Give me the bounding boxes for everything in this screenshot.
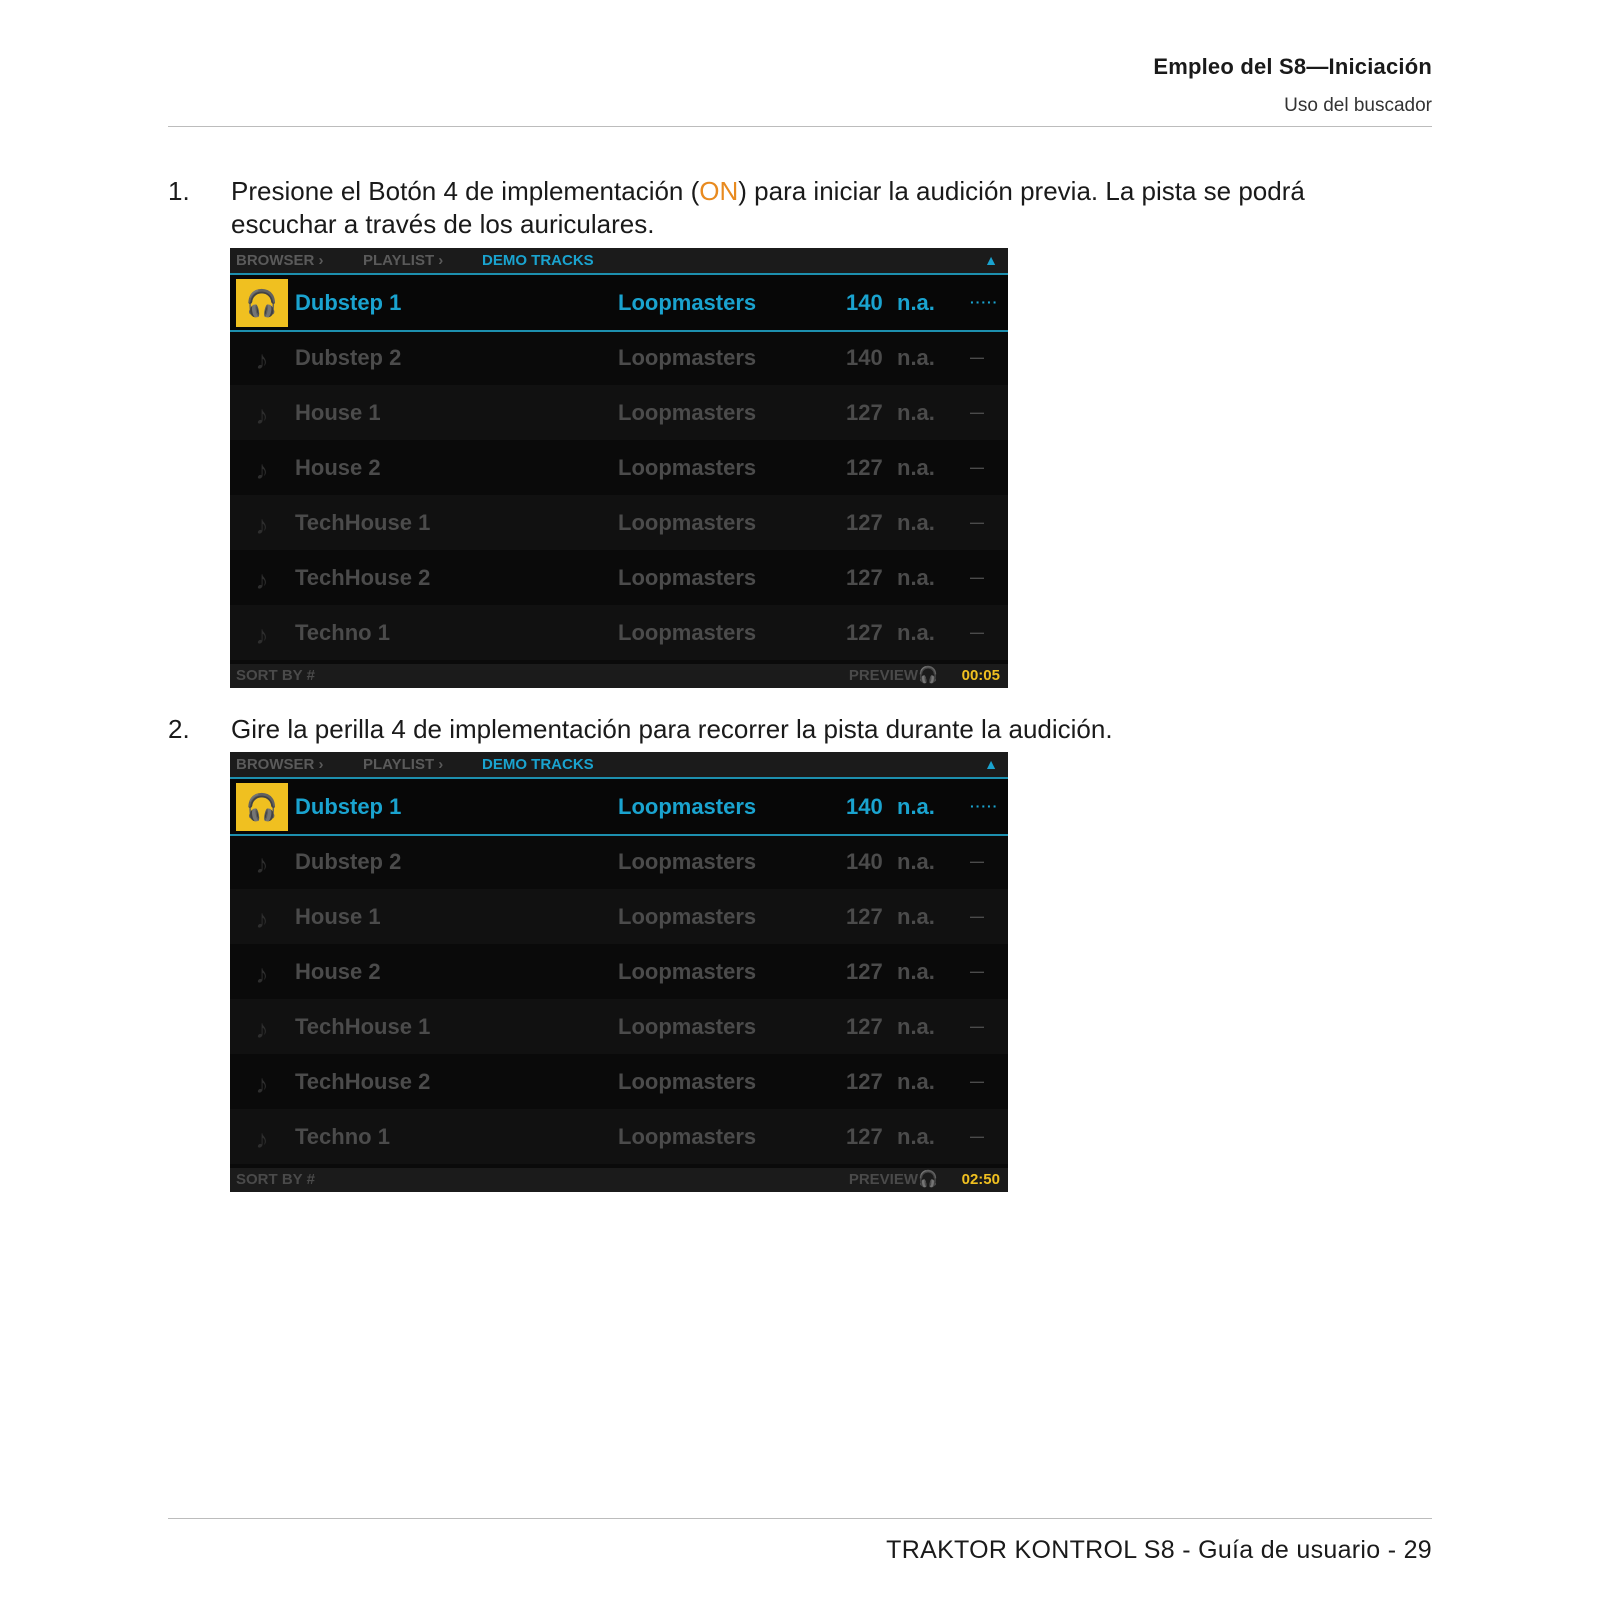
track-bar: ····· xyxy=(970,798,999,814)
track-bpm: 127 xyxy=(846,565,883,590)
track-row[interactable] xyxy=(230,330,1008,385)
footer-divider xyxy=(168,1518,1432,1519)
track-key: n.a. xyxy=(897,400,935,425)
track-row-selected[interactable] xyxy=(230,779,1008,836)
track-title: House 1 xyxy=(295,904,381,929)
track-artist: Loopmasters xyxy=(618,345,757,370)
step-1 xyxy=(168,175,1368,241)
track-bar: — xyxy=(970,853,985,869)
track-artist: Loopmasters xyxy=(618,400,757,425)
track-icon: ♪ xyxy=(255,904,269,934)
track-bpm: 127 xyxy=(846,1069,883,1094)
track-row[interactable] xyxy=(230,1054,1008,1109)
track-bar: — xyxy=(970,514,985,530)
track-bpm: 127 xyxy=(846,400,883,425)
track-bar: — xyxy=(970,1018,985,1034)
track-row[interactable] xyxy=(230,385,1008,440)
browser-screen-1 xyxy=(230,248,1008,688)
track-key: n.a. xyxy=(897,565,935,590)
track-bpm: 127 xyxy=(846,959,883,984)
track-row-selected[interactable] xyxy=(230,275,1008,332)
track-row[interactable] xyxy=(230,440,1008,495)
track-title: TechHouse 2 xyxy=(295,1069,431,1094)
track-key: n.a. xyxy=(897,290,935,315)
track-title: TechHouse 2 xyxy=(295,565,431,590)
section-subtitle: Uso del buscador xyxy=(1284,95,1432,116)
track-artist: Loopmasters xyxy=(618,620,757,645)
track-title: Techno 1 xyxy=(295,1124,390,1149)
track-artist: Loopmasters xyxy=(618,1069,757,1094)
track-row[interactable] xyxy=(230,550,1008,605)
track-key: n.a. xyxy=(897,1124,935,1149)
track-icon: ♪ xyxy=(255,565,269,595)
track-key: n.a. xyxy=(897,455,935,480)
sort-arrow-icon: ▲ xyxy=(984,756,998,772)
headphones-icon: 🎧 xyxy=(236,279,288,327)
track-title: House 1 xyxy=(295,400,381,425)
track-artist: Loopmasters xyxy=(618,565,757,590)
breadcrumb-item: PLAYLIST › xyxy=(363,252,444,269)
track-artist: Loopmasters xyxy=(618,904,757,929)
track-artist: Loopmasters xyxy=(618,1014,757,1039)
track-title: Techno 1 xyxy=(295,620,390,645)
track-icon: ♪ xyxy=(255,620,269,650)
preview-time: 00:05 xyxy=(961,667,1000,684)
preview-time: 02:50 xyxy=(961,1171,1000,1188)
track-key: n.a. xyxy=(897,849,935,874)
track-bar: — xyxy=(970,1073,985,1089)
track-key: n.a. xyxy=(897,959,935,984)
track-bpm: 127 xyxy=(846,455,883,480)
track-bar: — xyxy=(970,404,985,420)
step-number: 2. xyxy=(168,714,190,744)
track-bpm: 127 xyxy=(846,620,883,645)
preview-label: PREVIEW xyxy=(848,667,918,684)
track-bar: — xyxy=(970,624,985,640)
track-key: n.a. xyxy=(897,345,935,370)
track-title: House 2 xyxy=(295,959,381,984)
track-bpm: 127 xyxy=(846,904,883,929)
track-title: TechHouse 1 xyxy=(295,1014,431,1039)
track-artist: Loopmasters xyxy=(618,794,757,819)
preview-label: PREVIEW xyxy=(848,1171,918,1188)
sort-label: SORT BY # xyxy=(236,667,315,684)
track-bar: ····· xyxy=(970,294,999,310)
step-text: Gire la perilla 4 de implementación para recorrer la pista durante la audición. xyxy=(231,714,1113,744)
track-icon: ♪ xyxy=(255,455,269,485)
track-bar: — xyxy=(970,349,985,365)
track-icon: ♪ xyxy=(255,400,269,430)
track-bpm: 127 xyxy=(846,1124,883,1149)
track-bpm: 127 xyxy=(846,1014,883,1039)
sort-label: SORT BY # xyxy=(236,1171,315,1188)
track-artist: Loopmasters xyxy=(618,959,757,984)
track-bar: — xyxy=(970,963,985,979)
track-key: n.a. xyxy=(897,510,935,535)
track-row[interactable] xyxy=(230,495,1008,550)
track-icon: ♪ xyxy=(255,1124,269,1154)
breadcrumb-item: BROWSER › xyxy=(236,252,324,269)
breadcrumb-item-current: DEMO TRACKS xyxy=(482,756,594,773)
track-artist: Loopmasters xyxy=(618,510,757,535)
track-bpm: 140 xyxy=(846,290,883,315)
page-footer: TRAKTOR KONTROL S8 - Guía de usuario - 29 xyxy=(886,1536,1432,1564)
track-artist: Loopmasters xyxy=(618,1124,757,1149)
headphones-icon: 🎧 xyxy=(236,783,288,831)
track-row[interactable] xyxy=(230,944,1008,999)
track-title: House 2 xyxy=(295,455,381,480)
track-title: TechHouse 1 xyxy=(295,510,431,535)
track-bpm: 140 xyxy=(846,849,883,874)
headphones-icon: 🎧 xyxy=(918,1171,938,1188)
track-key: n.a. xyxy=(897,1069,935,1094)
track-key: n.a. xyxy=(897,794,935,819)
track-artist: Loopmasters xyxy=(618,455,757,480)
sort-arrow-icon: ▲ xyxy=(984,252,998,268)
track-key: n.a. xyxy=(897,1014,935,1039)
track-title: Dubstep 1 xyxy=(295,290,402,315)
track-title: Dubstep 2 xyxy=(295,345,402,370)
track-row[interactable] xyxy=(230,605,1008,660)
browser-screen-2 xyxy=(230,752,1008,1192)
track-row[interactable] xyxy=(230,889,1008,944)
headphones-icon: 🎧 xyxy=(918,667,938,684)
breadcrumb-item: BROWSER › xyxy=(236,756,324,773)
step-text xyxy=(231,175,1368,241)
track-bar: — xyxy=(970,1128,985,1144)
header-divider xyxy=(168,126,1432,127)
step-text-part: ) para iniciar la audición previa. La pista se podrá escuchar a través de los auriculares. xyxy=(231,176,1305,239)
step-number: 1. xyxy=(168,176,190,206)
track-bar: — xyxy=(970,569,985,585)
breadcrumb-item-current: DEMO TRACKS xyxy=(482,252,594,269)
track-bar: — xyxy=(970,459,985,475)
track-bar: — xyxy=(970,908,985,924)
track-icon: ♪ xyxy=(255,959,269,989)
screen-footer xyxy=(230,1168,1008,1192)
track-bpm: 140 xyxy=(846,794,883,819)
track-icon: ♪ xyxy=(255,1014,269,1044)
track-row[interactable] xyxy=(230,999,1008,1054)
track-artist: Loopmasters xyxy=(618,849,757,874)
breadcrumb xyxy=(230,752,1008,779)
breadcrumb-item: PLAYLIST › xyxy=(363,756,444,773)
track-icon: ♪ xyxy=(255,345,269,375)
track-row[interactable] xyxy=(230,834,1008,889)
track-bpm: 140 xyxy=(846,345,883,370)
track-icon: ♪ xyxy=(255,510,269,540)
track-icon: ♪ xyxy=(255,849,269,879)
screen-footer xyxy=(230,664,1008,688)
track-artist: Loopmasters xyxy=(618,290,757,315)
track-key: n.a. xyxy=(897,620,935,645)
on-button-label: ON xyxy=(699,176,739,206)
step-text-part: Presione el Botón 4 de implementación ( xyxy=(231,176,700,206)
track-row[interactable] xyxy=(230,1109,1008,1164)
track-title: Dubstep 1 xyxy=(295,794,402,819)
track-key: n.a. xyxy=(897,904,935,929)
track-title: Dubstep 2 xyxy=(295,849,402,874)
chapter-title: Empleo del S8—Iniciación xyxy=(1153,54,1432,79)
breadcrumb xyxy=(230,248,1008,275)
step-2 xyxy=(168,713,1368,746)
track-bpm: 127 xyxy=(846,510,883,535)
track-icon: ♪ xyxy=(255,1069,269,1099)
